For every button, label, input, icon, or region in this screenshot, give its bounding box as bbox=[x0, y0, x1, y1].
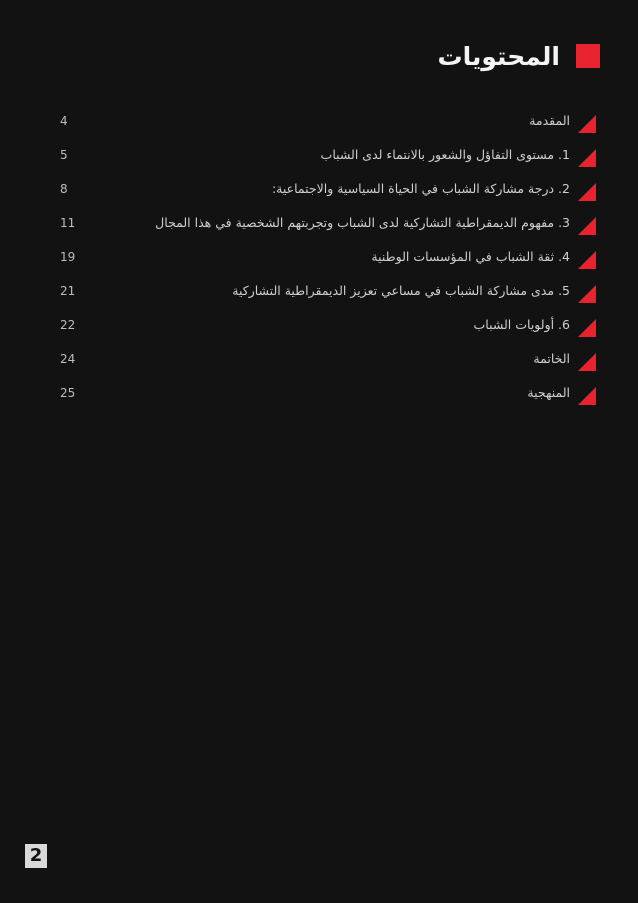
page-title: المحتويات bbox=[437, 41, 560, 71]
toc-item-page: 21 bbox=[60, 284, 76, 298]
toc-item[interactable] bbox=[60, 274, 596, 308]
toc-item-title: المنهجية bbox=[527, 384, 570, 400]
triangle-marker-icon bbox=[578, 353, 596, 371]
triangle-marker-icon bbox=[578, 319, 596, 337]
triangle-marker-icon bbox=[578, 251, 596, 269]
toc-item-page: 5 bbox=[60, 148, 68, 162]
toc-item-page: 24 bbox=[60, 352, 76, 366]
toc-item-page: 8 bbox=[60, 182, 68, 196]
toc-item[interactable] bbox=[60, 138, 596, 172]
toc-item-title: 5. مدى مشاركة الشباب في مساعي تعزيز الديمقراطية التشاركية bbox=[232, 282, 570, 298]
toc-item-title: الخاتمة bbox=[533, 350, 570, 366]
toc-item-title: 3. مفهوم الديمقراطية التشاركية لدى الشباب وتجربتهم الشخصية في هذا المجال bbox=[155, 214, 570, 230]
page-header bbox=[437, 38, 600, 74]
triangle-marker-icon bbox=[578, 387, 596, 405]
toc-item-title: 1. مستوى التفاؤل والشعور بالانتماء لدى الشباب bbox=[320, 146, 570, 162]
toc-item-title: 2. درجة مشاركة الشباب في الحياة السياسية والاجتماعية: bbox=[271, 180, 570, 196]
triangle-marker-icon bbox=[578, 285, 596, 303]
header-square-icon bbox=[576, 44, 600, 68]
toc-item[interactable] bbox=[60, 342, 596, 376]
toc-item[interactable] bbox=[60, 104, 596, 138]
toc-item-page: 25 bbox=[60, 386, 76, 400]
toc-item-title: المقدمة bbox=[529, 112, 570, 128]
toc-item-title: 6. أولويات الشباب bbox=[473, 316, 570, 332]
toc-item-page: 4 bbox=[60, 114, 68, 128]
triangle-marker-icon bbox=[578, 115, 596, 133]
toc-item[interactable] bbox=[60, 206, 596, 240]
toc-item-page: 19 bbox=[60, 250, 76, 264]
toc-item[interactable] bbox=[60, 376, 596, 410]
toc-item-page: 22 bbox=[60, 318, 76, 332]
page-number-badge: 2 bbox=[25, 844, 47, 868]
toc-item[interactable] bbox=[60, 308, 596, 342]
triangle-marker-icon bbox=[578, 217, 596, 235]
triangle-marker-icon bbox=[578, 183, 596, 201]
toc-item[interactable] bbox=[60, 240, 596, 274]
toc-item[interactable] bbox=[60, 172, 596, 206]
table-of-contents bbox=[60, 104, 596, 410]
triangle-marker-icon bbox=[578, 149, 596, 167]
toc-item-page: 11 bbox=[60, 216, 76, 230]
toc-item-title: 4. ثقة الشباب في المؤسسات الوطنية bbox=[371, 248, 570, 264]
